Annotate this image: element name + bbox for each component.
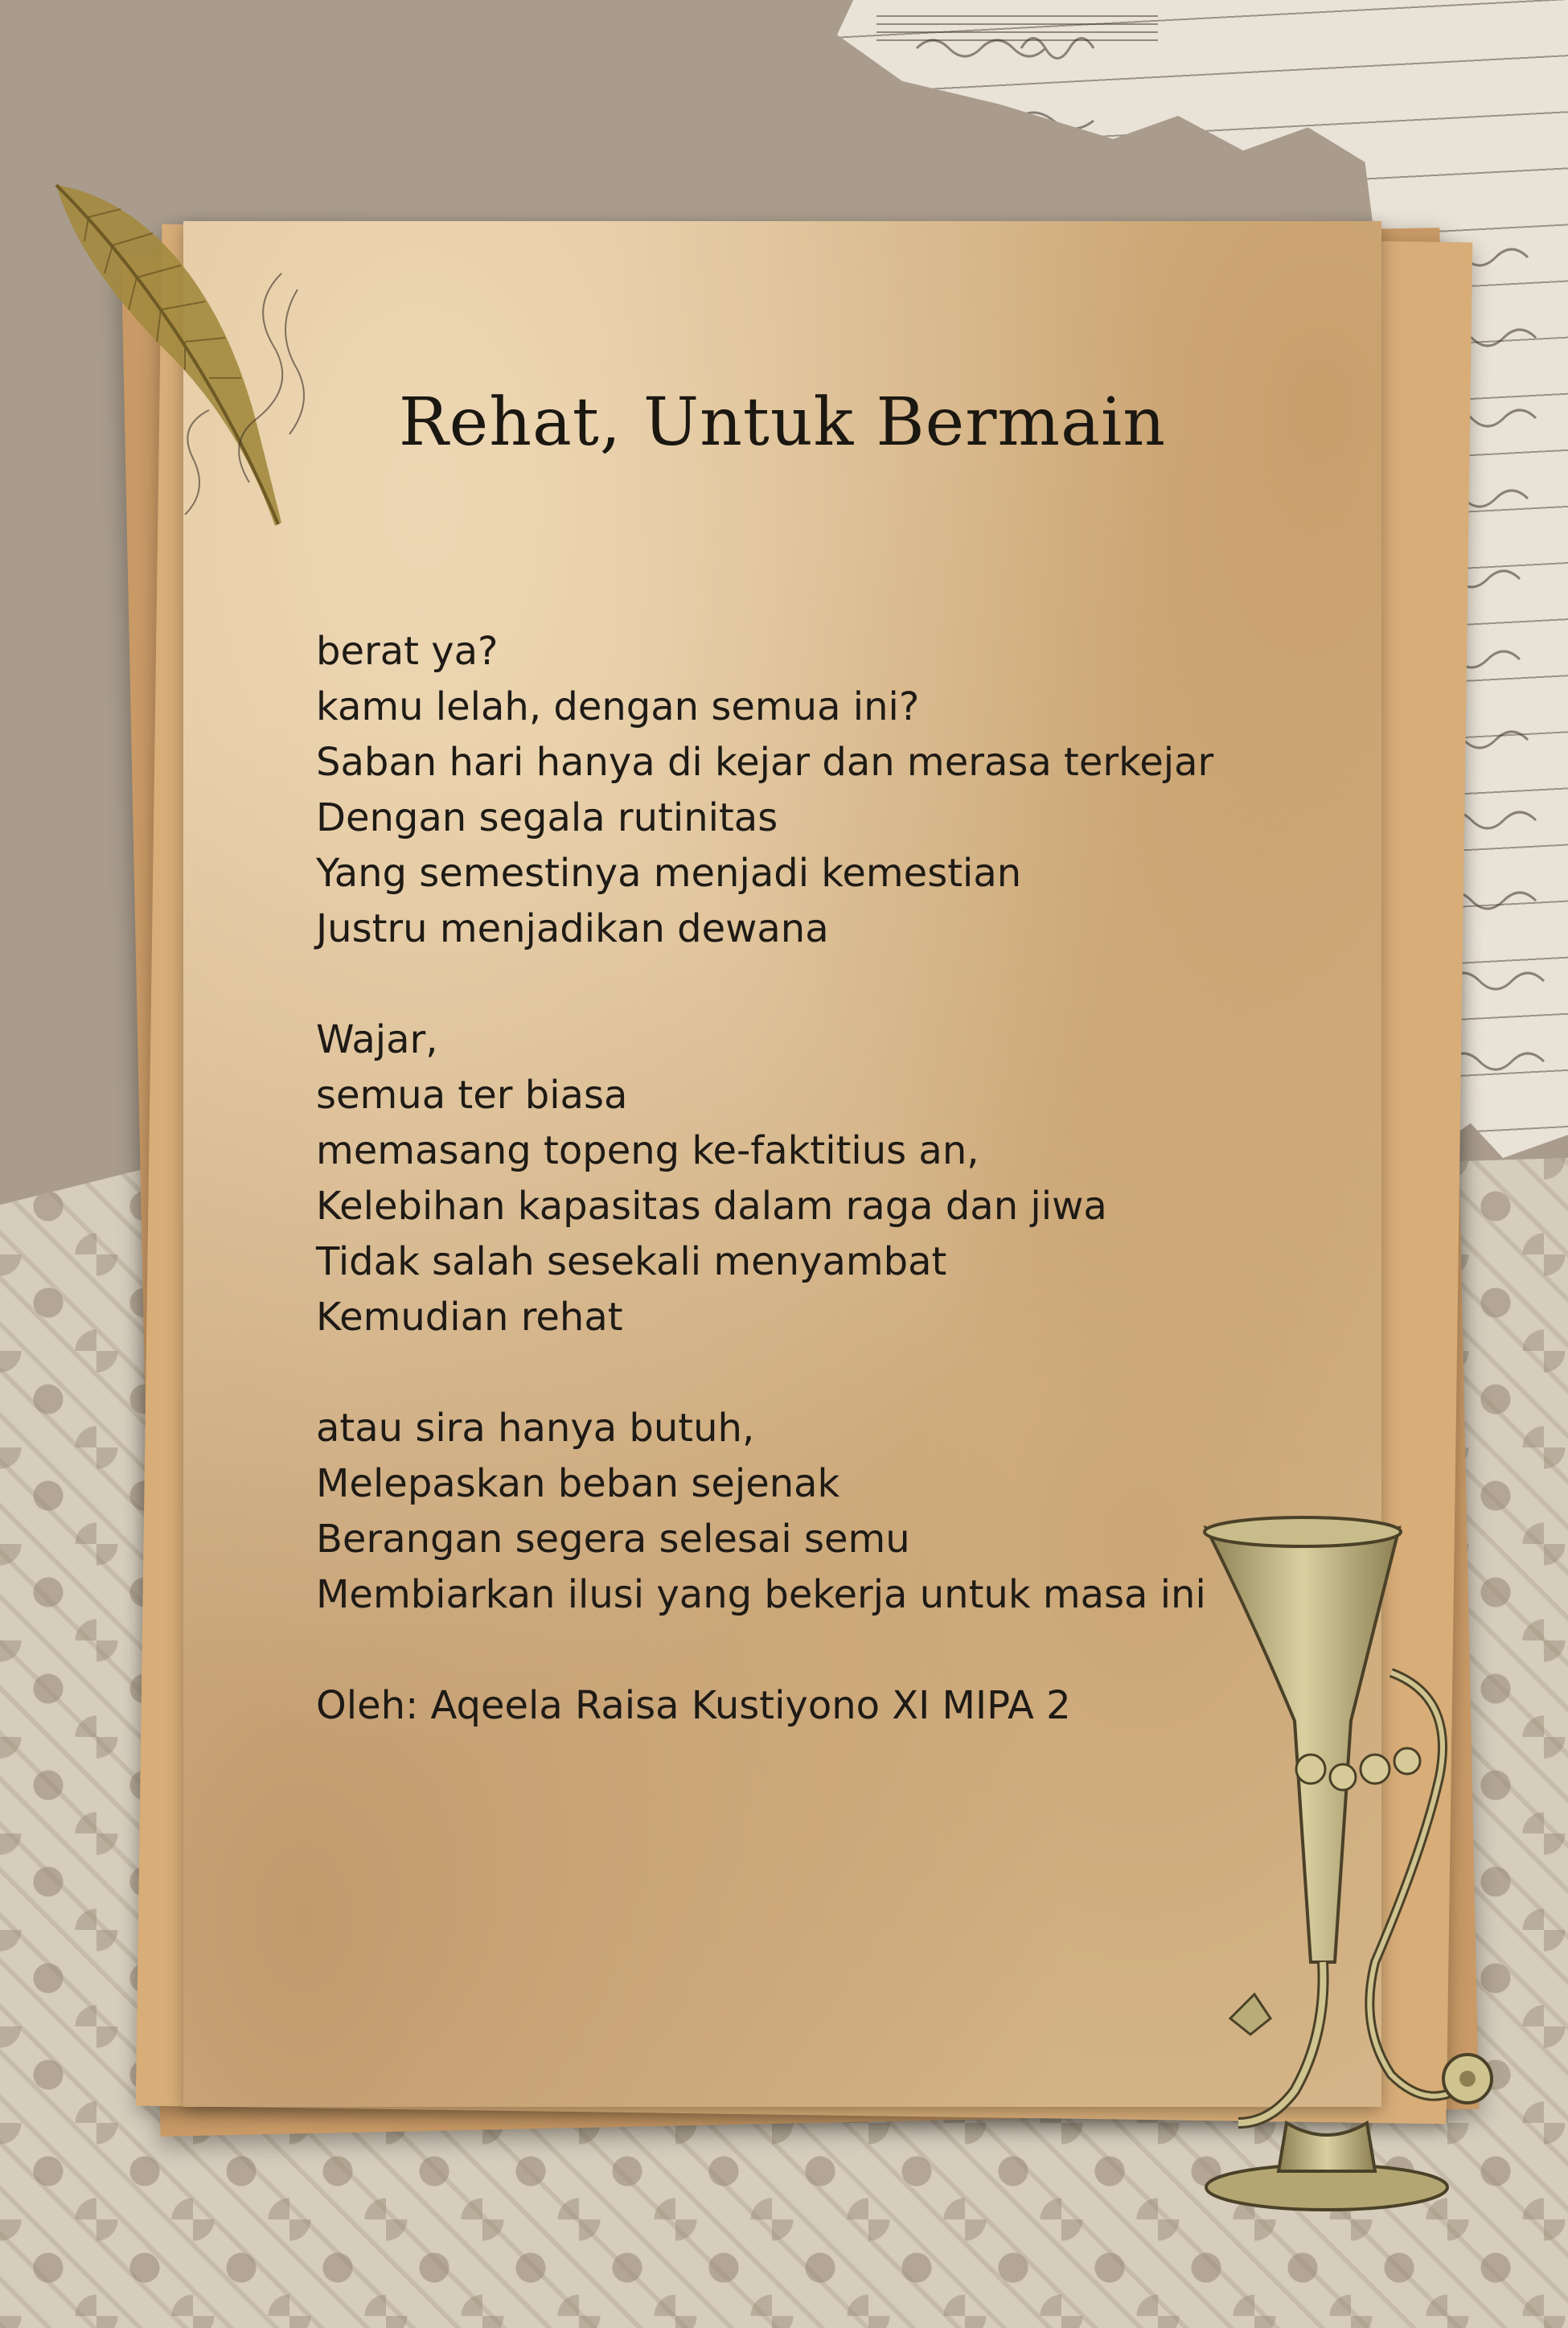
poem-line: atau sira hanya butuh, (316, 1406, 755, 1451)
poem-line: Berangan segera selesai semu (316, 1517, 910, 1562)
poem-line: memasang topeng ke-faktitius an, (316, 1128, 979, 1173)
poem-line: Tidak salah sesekali menyambat (316, 1239, 947, 1284)
feather-quill-icon (40, 169, 314, 547)
poem-line: Saban hari hanya di kejar dan merasa terkejar (316, 740, 1214, 785)
poem-line: Yang semestinya menjadi kemestian (316, 851, 1022, 896)
poem-line: Melepaskan beban sejenak (316, 1461, 840, 1506)
poem-line: Kelebihan kapasitas dalam raga dan jiwa (316, 1184, 1107, 1229)
vintage-vase-icon (1190, 1512, 1528, 2219)
poem-author: Oleh: Aqeela Raisa Kustiyono XI MIPA 2 (316, 1683, 1071, 1728)
poem-line: kamu lelah, dengan semua ini? (316, 684, 920, 729)
poem-line: Wajar, (316, 1017, 438, 1062)
poem-line: berat ya? (316, 629, 499, 674)
poem-title: Rehat, Untuk Bermain (398, 384, 1167, 461)
poem-line: Kemudian rehat (316, 1295, 623, 1340)
poem-line: Justru menjadikan dewana (316, 906, 829, 951)
poem-line: semua ter biasa (316, 1073, 628, 1118)
poem-line: Membiarkan ilusi yang bekerja untuk masa ini (316, 1572, 1206, 1617)
stanza-gap (316, 1345, 1361, 1401)
poem-line: Dengan segala rutinitas (316, 795, 778, 840)
stanza-gap (316, 957, 1361, 1012)
